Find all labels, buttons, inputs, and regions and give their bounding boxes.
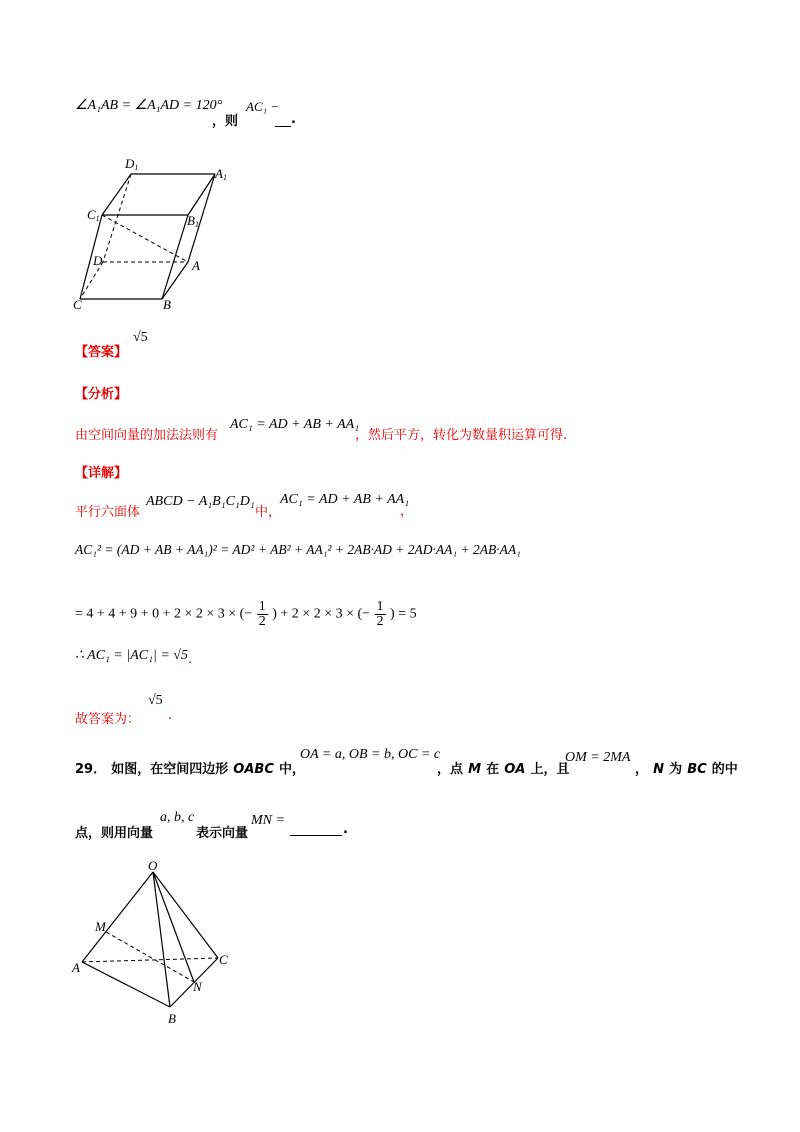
- q29-answer-blank[interactable]: [290, 835, 342, 836]
- q29-point-n: N: [653, 762, 664, 777]
- label-b: B: [163, 297, 171, 312]
- edge-ba: [162, 262, 188, 299]
- fraction-2: $\frac{1}{2}$: [376, 599, 384, 629]
- label-c: C: [219, 952, 228, 967]
- edge-ob: [153, 872, 170, 1007]
- tetrahedron-figure: [70, 860, 240, 1028]
- fraction-1: $\frac{1}{2}$: [258, 599, 266, 629]
- q28-text: ，则: [212, 114, 239, 129]
- q29-abc: a, b, c: [160, 810, 195, 825]
- edge-d1c1: [102, 174, 131, 215]
- detail-solid: ABCD − A₁B₁C₁D₁: [146, 494, 255, 509]
- line3-b: ) + 2 × 2 × 3 × (−: [272, 606, 371, 622]
- parallelepiped-figure: [70, 152, 240, 312]
- conclusion-text: 故答案为：: [75, 712, 141, 727]
- label-c1: C1: [87, 207, 100, 223]
- answer-value: √5: [133, 330, 148, 345]
- q28-end: .: [291, 112, 296, 127]
- detail-line1-pre: 平行六面体: [75, 505, 141, 520]
- detail-line2-expansion: AC₁² = (AD + AB + AA₁)² = AD² + AB² + AA₁² + 2AB·AD + 2AD·AA₁ + 2AB·AA₁: [75, 542, 521, 557]
- label-a: A: [192, 258, 200, 273]
- segment-mn-hidden: [106, 932, 194, 982]
- q29-end: .: [343, 822, 348, 837]
- q29-point-m: M: [468, 762, 482, 777]
- q29-segment-oa: OA: [504, 762, 526, 777]
- edge-b1b: [162, 215, 188, 299]
- label-n: N: [193, 979, 202, 994]
- detail-line1-mid: 中，: [255, 505, 282, 520]
- q29-mn: MN =: [251, 813, 285, 828]
- edge-d1d-hidden: [103, 174, 131, 262]
- detail-line4-end: .: [188, 652, 193, 667]
- edge-a1b1: [188, 174, 215, 215]
- label-a: A: [72, 960, 80, 975]
- detail-line4: ∴ AC₁ = |AC₁| = √5: [75, 648, 188, 663]
- q29-number: 29．: [75, 762, 107, 777]
- q29-vectors: OA = a, OB = b, OC = c: [300, 747, 441, 762]
- detail-line1-end: ，: [400, 504, 414, 519]
- line3-a: = 4 + 4 + 9 + 0 + 2 × 2 × 3 × (−: [75, 606, 253, 622]
- analysis-formula: AC₁ = AD + AB + AA₁: [230, 417, 360, 432]
- edge-ac-hidden: [82, 958, 218, 962]
- label-d: D: [93, 253, 103, 268]
- q29-line2-b: 表示向量: [196, 826, 249, 841]
- label-b1: B1: [187, 213, 199, 229]
- q28-condition: ∠A₁AB = ∠A₁AD = 120°: [75, 98, 223, 113]
- q28-expr: AC₁ −: [246, 99, 280, 114]
- detail-line3: [75, 600, 417, 629]
- label-d1: D1: [125, 156, 139, 172]
- conclusion-end: .: [168, 708, 173, 723]
- answer-label: 【答案】: [75, 345, 128, 360]
- label-o: O: [148, 860, 158, 873]
- analysis-pre: 由空间向量的加法法则有: [75, 428, 219, 443]
- label-m: M: [95, 919, 106, 934]
- label-b: B: [168, 1011, 176, 1026]
- q29-line1: [75, 758, 305, 777]
- segment-on: [153, 872, 194, 982]
- edge-oa: [82, 872, 153, 962]
- detail-label: 【详解】: [75, 466, 128, 481]
- q29-line1-end: ， N 为 BC 的中: [635, 762, 738, 777]
- q29-text1: 如图，在空间四边形: [111, 762, 229, 777]
- analysis-label: 【分析】: [75, 387, 128, 402]
- q28-answer-blank[interactable]: [275, 126, 291, 127]
- label-c: C: [73, 297, 82, 312]
- q29-relation: OM = 2MA: [565, 750, 631, 765]
- line3-c: ) = 5: [390, 606, 417, 622]
- q29-text2: 中，: [278, 762, 305, 777]
- conclusion-value: √5: [148, 693, 163, 708]
- detail-line1-formula: AC₁ = AD + AB + AA₁: [280, 492, 410, 507]
- edge-ab: [82, 962, 170, 1007]
- q29-segment-bc: BC: [687, 762, 707, 777]
- q29-line1-cont: ，点 M 在 OA 上，且: [437, 762, 570, 777]
- analysis-post: ，然后平方，转化为数量积运算可得.: [355, 428, 568, 443]
- label-a1: A1: [215, 166, 227, 182]
- q29-line2-a: 点，则用向量: [75, 826, 154, 841]
- q29-shape: OABC: [233, 762, 274, 777]
